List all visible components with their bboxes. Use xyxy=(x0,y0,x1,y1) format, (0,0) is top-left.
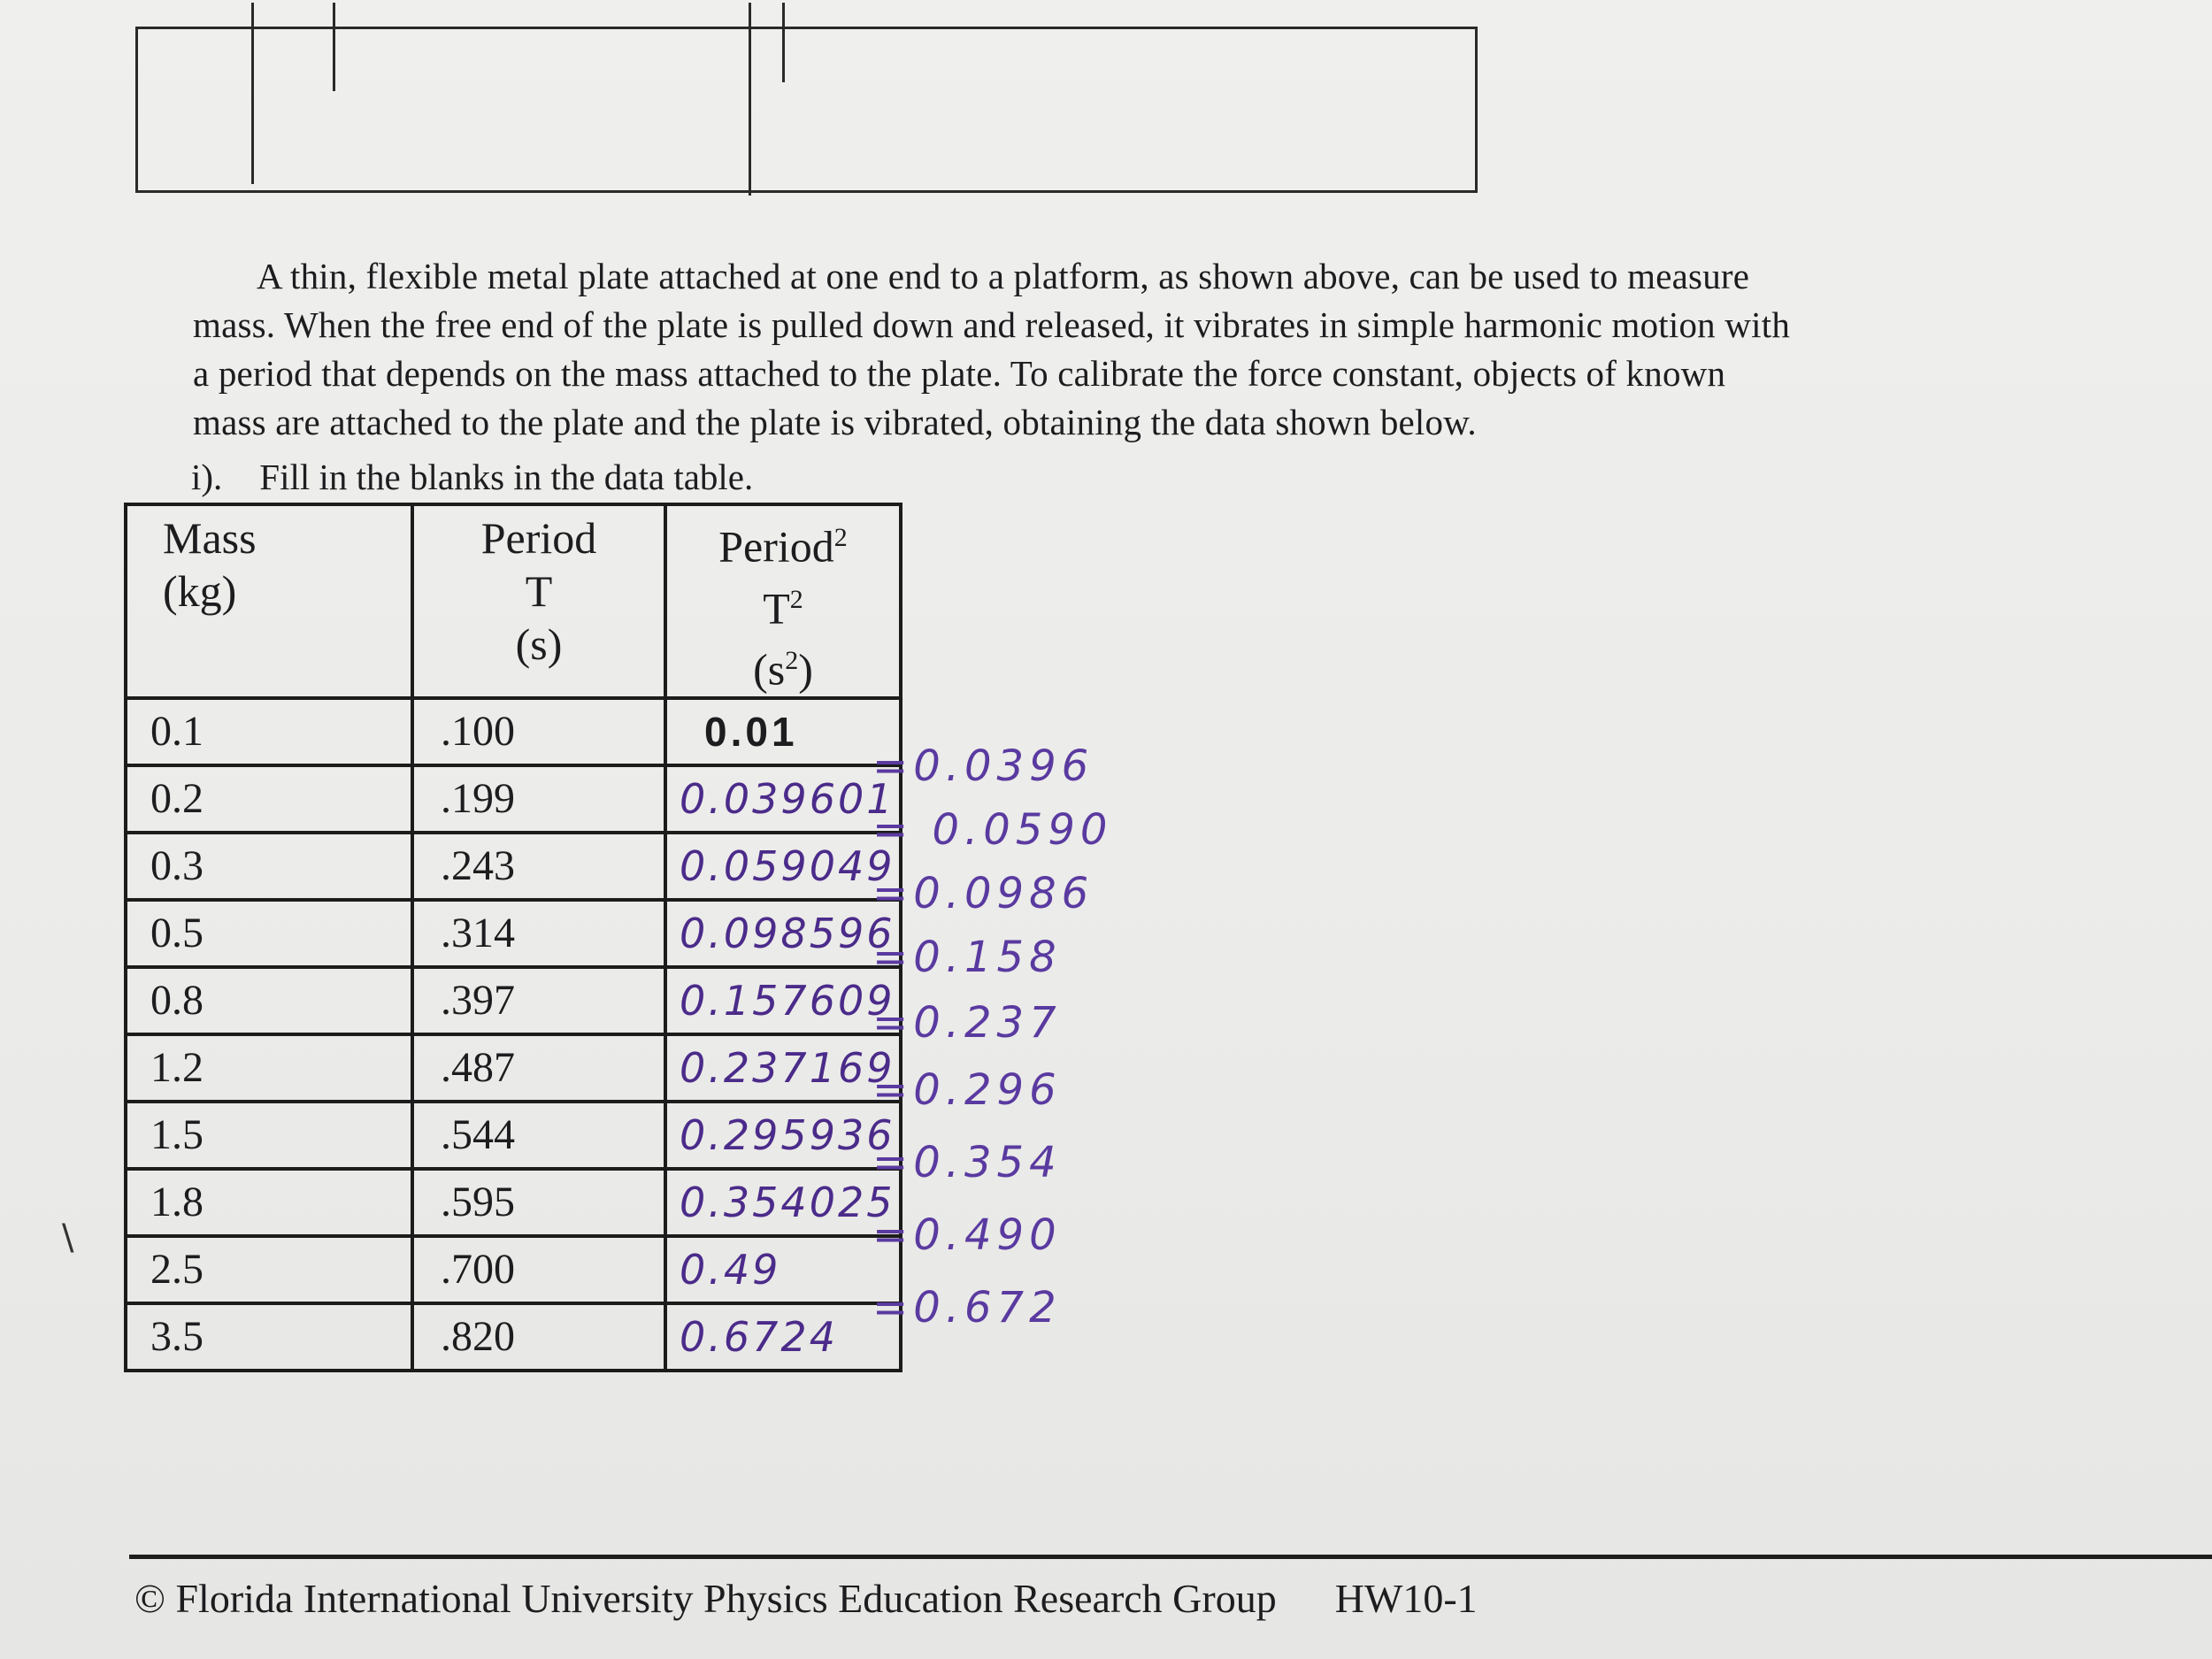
header-label: Period$^2$ xyxy=(718,521,848,572)
header-mass xyxy=(126,504,412,698)
period-cell: .820 xyxy=(412,1303,665,1371)
rounded-value: =0.490 xyxy=(872,1210,1062,1260)
header-unit: (s) xyxy=(515,619,563,669)
period-squared-cell: 0.295936 xyxy=(665,1102,901,1169)
table-row xyxy=(126,1236,901,1303)
table-row xyxy=(126,1169,901,1236)
problem-line: mass are attached to the plate and the plate is vibrated, obtaining the data shown below. xyxy=(193,402,1477,442)
header-period-squared xyxy=(665,504,901,698)
mass-cell: 0.8 xyxy=(126,967,412,1034)
page-code: HW10-1 xyxy=(1334,1576,1478,1621)
period-cell: .314 xyxy=(412,900,665,967)
rounded-value: =0.0986 xyxy=(872,869,1094,918)
period-cell: .199 xyxy=(412,765,665,833)
rounded-value: =0.158 xyxy=(872,933,1062,982)
rounded-value: =0.296 xyxy=(872,1065,1062,1115)
part-instruction xyxy=(191,456,753,498)
table-row xyxy=(126,698,901,765)
header-row xyxy=(126,504,901,698)
period-squared-cell: 0.354025 xyxy=(665,1169,901,1236)
plate-diagram xyxy=(135,27,1478,193)
part-number: i). xyxy=(191,457,223,497)
rounded-value: =0.0396 xyxy=(872,741,1094,791)
problem-statement xyxy=(193,252,2139,447)
period-cell: .700 xyxy=(412,1236,665,1303)
header-label: Period xyxy=(480,513,597,563)
mass-line xyxy=(749,3,751,196)
rounded-value: = 0.0590 xyxy=(872,805,1113,855)
period-squared-cell: 0.237169 xyxy=(665,1034,901,1102)
period-cell: .397 xyxy=(412,967,665,1034)
period-cell: .595 xyxy=(412,1169,665,1236)
period-squared-cell: 0.098596 xyxy=(665,900,901,967)
mass-cell: 0.2 xyxy=(126,765,412,833)
table-row xyxy=(126,1034,901,1102)
period-cell: .243 xyxy=(412,833,665,900)
period-cell: .544 xyxy=(412,1102,665,1169)
header-symbol: T xyxy=(525,566,553,616)
footer-rule xyxy=(129,1555,2212,1559)
mass-cell: 2.5 xyxy=(126,1236,412,1303)
footer xyxy=(134,1575,1478,1622)
instruction-text: Fill in the blanks in the data table. xyxy=(259,457,754,497)
table-row xyxy=(126,1102,901,1169)
period-squared-cell: 0.6724 xyxy=(665,1303,901,1371)
clamp-line xyxy=(333,3,335,91)
rounded-value: =0.672 xyxy=(872,1283,1062,1333)
table-row xyxy=(126,900,901,967)
table-row xyxy=(126,833,901,900)
problem-line: A thin, flexible metal plate attached at one end to a platform, as shown above, can be used to measure xyxy=(257,256,1750,296)
mass-cell: 1.5 xyxy=(126,1102,412,1169)
table-row xyxy=(126,765,901,833)
mass-cell: 1.2 xyxy=(126,1034,412,1102)
period-squared-cell: 0.01 xyxy=(665,698,901,765)
header-unit: $(s^2)$ xyxy=(753,644,813,695)
mass-cell: 0.3 xyxy=(126,833,412,900)
header-symbol: $T^2$ xyxy=(763,583,803,634)
rounded-value: =0.354 xyxy=(872,1138,1062,1187)
copyright-text: © Florida International University Physics Education Research Group xyxy=(134,1576,1277,1621)
problem-line: mass. When the free end of the plate is pulled down and released, it vibrates in simple harmonic motion with xyxy=(193,304,1791,345)
table-row xyxy=(126,967,901,1034)
header-label: Mass xyxy=(163,513,257,563)
period-cell: .487 xyxy=(412,1034,665,1102)
period-cell: .100 xyxy=(412,698,665,765)
mass-cell: 3.5 xyxy=(126,1303,412,1371)
header-unit: (kg) xyxy=(163,566,237,616)
period-squared-cell: 0.157609 xyxy=(665,967,901,1034)
period-squared-cell: 0.039601 xyxy=(665,765,901,833)
rounded-value: =0.237 xyxy=(872,998,1062,1048)
problem-line: a period that depends on the mass attached to the plate. To calibrate the force constant, objects of known xyxy=(193,353,1726,394)
mass-cell: 0.5 xyxy=(126,900,412,967)
mass-cell: 1.8 xyxy=(126,1169,412,1236)
margin-tick: \ xyxy=(62,1217,74,1258)
period-squared-cell: 0.49 xyxy=(665,1236,901,1303)
clamp-line xyxy=(251,3,254,184)
period-squared-cell: 0.059049 xyxy=(665,833,901,900)
table-row xyxy=(126,1303,901,1371)
header-period xyxy=(412,504,665,698)
data-table xyxy=(124,503,902,1372)
mass-line xyxy=(782,3,785,82)
mass-cell: 0.1 xyxy=(126,698,412,765)
